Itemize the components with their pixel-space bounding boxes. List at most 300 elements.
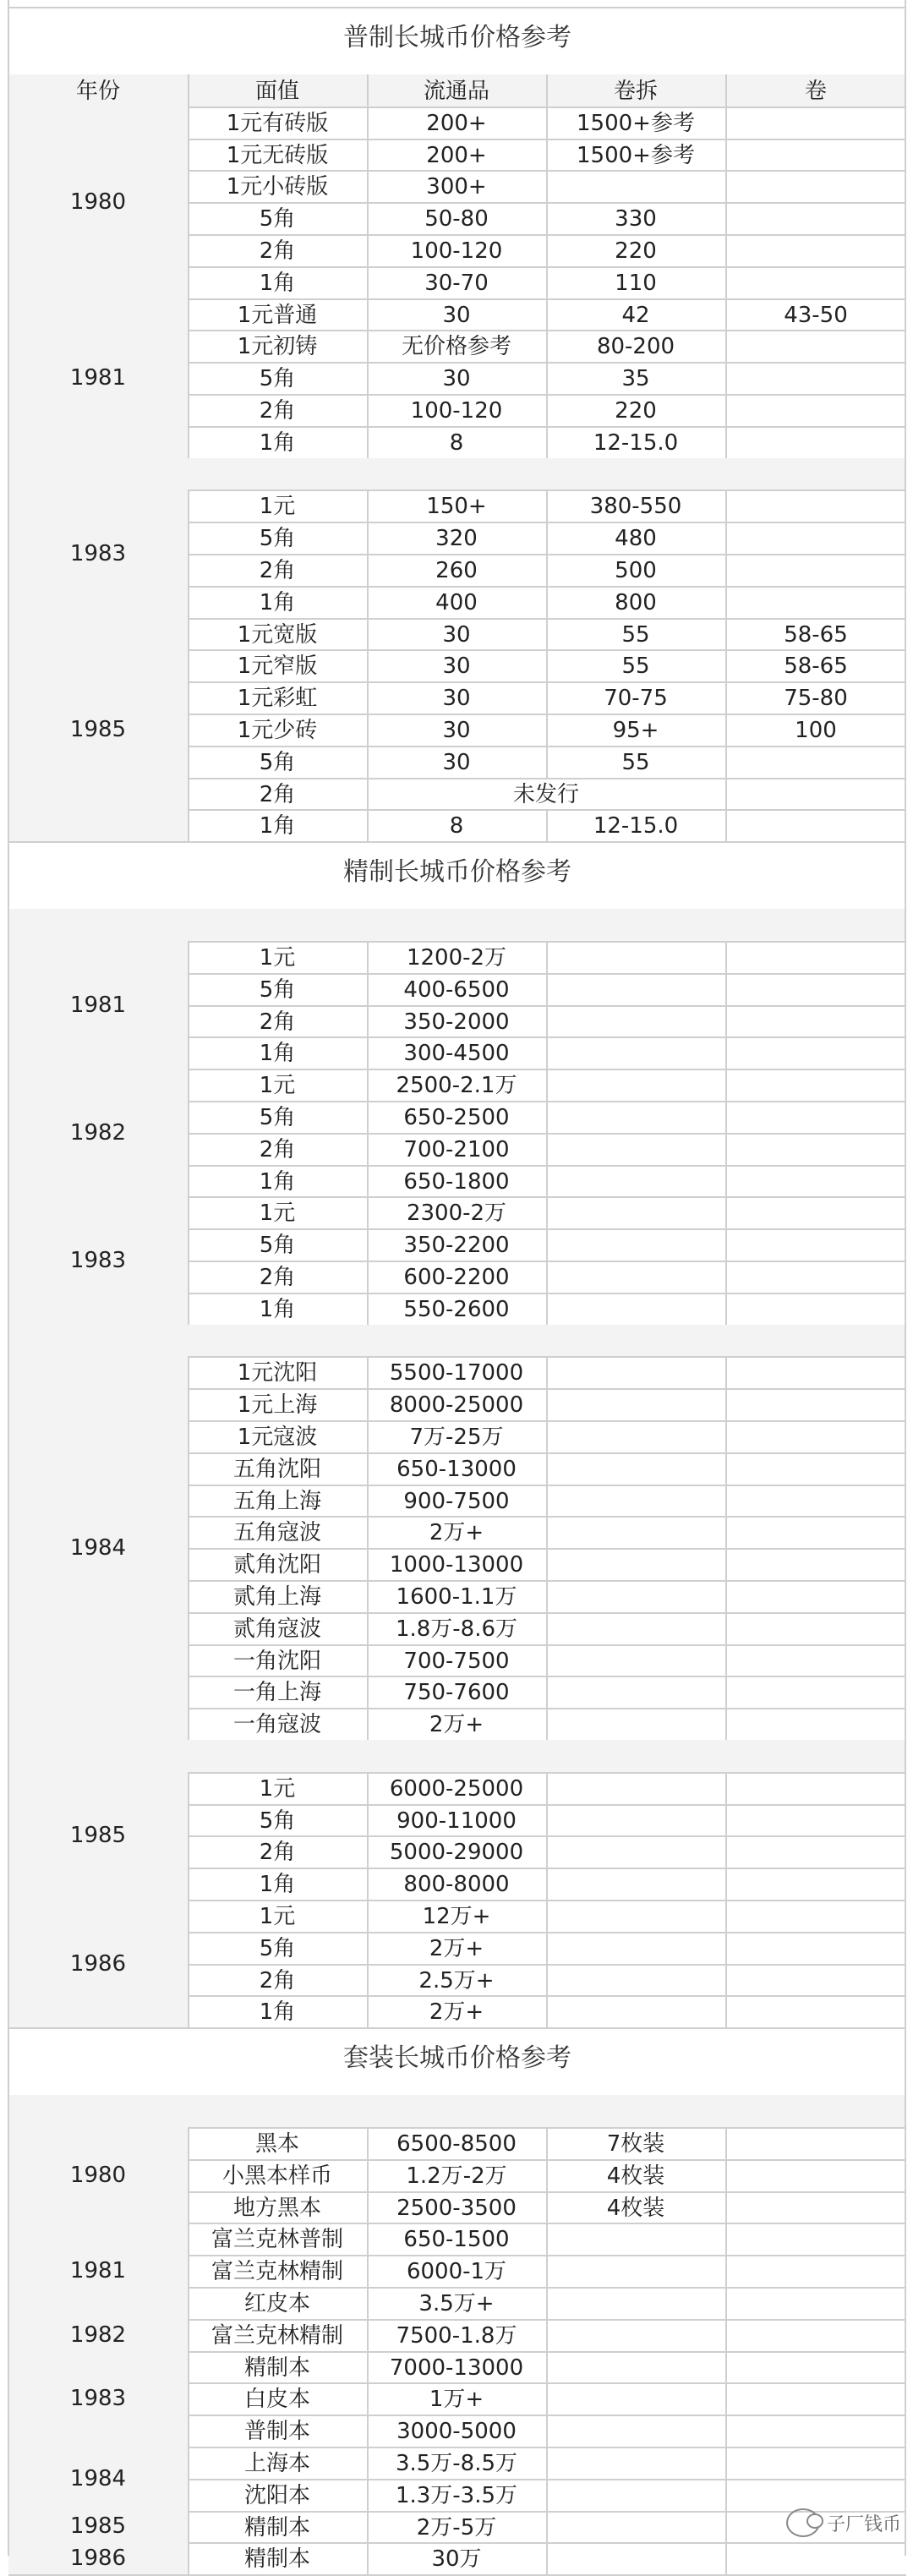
denomination-cell: 1角 — [259, 1168, 296, 1195]
column-divider — [367, 1580, 369, 1612]
year-cell: 1986 — [8, 2542, 188, 2574]
denomination-cell: 贰角寇波 — [232, 1616, 321, 1642]
column-divider — [367, 1932, 369, 1964]
denomination-cell: 1元普通 — [237, 302, 318, 328]
column-divider — [725, 2159, 727, 2191]
column-divider — [725, 489, 727, 522]
denomination-cell: 五角寇波 — [232, 1520, 321, 1546]
row-divider — [188, 778, 906, 779]
year-cell: 1981 — [8, 941, 188, 1069]
column-divider — [188, 1069, 189, 1196]
column-divider — [367, 1516, 369, 1548]
column-divider — [725, 1261, 727, 1293]
year-cell: 1981 — [8, 298, 188, 458]
column-header: 卷拆 — [613, 79, 658, 104]
column-divider — [367, 1804, 369, 1836]
circulated-price-cell: 3.5万-8.5万 — [395, 2451, 518, 2476]
column-divider — [367, 714, 369, 746]
circulated-price-cell: 6500-8500 — [396, 2131, 517, 2157]
circulated-price-cell: 300-4500 — [403, 1041, 510, 1067]
circulated-price-cell: 400-6500 — [403, 976, 510, 1003]
roll-split-price-cell: 42 — [621, 302, 650, 328]
denomination-cell: 5角 — [259, 749, 296, 775]
column-divider — [367, 649, 369, 681]
denomination-cell: 1角 — [259, 1999, 296, 2026]
column-divider — [546, 2255, 548, 2287]
section-title: 套装长城币价格参考 — [343, 2043, 571, 2074]
column-divider — [367, 362, 369, 394]
denomination-cell: 贰角上海 — [232, 1584, 321, 1610]
column-divider — [725, 2479, 727, 2511]
column-divider — [546, 2287, 548, 2319]
spacer-row — [8, 1325, 906, 1357]
column-divider — [725, 1036, 727, 1069]
column-divider — [725, 1580, 727, 1612]
column-divider — [367, 618, 369, 650]
denomination-cell: 上海本 — [243, 2451, 310, 2476]
circulated-price-cell: 7500-1.8万 — [396, 2322, 517, 2349]
column-divider — [546, 1069, 548, 1101]
column-divider — [725, 649, 727, 681]
circulated-price-cell: 30 — [442, 366, 471, 392]
column-divider — [367, 1900, 369, 1932]
roll-split-price-cell: 35 — [621, 366, 650, 392]
denomination-cell: 1角 — [259, 1872, 296, 1898]
roll-split-price-cell: 55 — [621, 749, 650, 775]
circulated-price-cell: 30-70 — [424, 270, 489, 296]
column-divider — [546, 1388, 548, 1420]
roll-split-price-cell: 12-15.0 — [593, 813, 679, 840]
column-divider — [546, 649, 548, 681]
circulated-price-cell: 100-120 — [410, 238, 503, 264]
column-divider — [367, 1644, 369, 1676]
column-divider — [546, 170, 548, 202]
column-divider — [725, 1069, 727, 1101]
column-divider — [367, 1293, 369, 1325]
column-divider — [367, 1835, 369, 1868]
roll-split-price-cell: 4枚装 — [606, 2195, 665, 2221]
denomination-cell: 1角 — [259, 813, 296, 840]
column-divider — [188, 2511, 189, 2543]
column-divider — [367, 1612, 369, 1644]
watermark — [786, 2508, 901, 2537]
column-divider — [546, 1165, 548, 1197]
circulated-price-cell: 2万+ — [429, 1520, 484, 1546]
circulated-price-cell: 350-2000 — [403, 1009, 510, 1035]
column-divider — [188, 74, 189, 107]
year-cell: 1983 — [8, 489, 188, 617]
year-cell: 1981 — [8, 2223, 188, 2318]
year-cell: 1985 — [8, 618, 188, 842]
column-divider — [367, 2351, 369, 2383]
column-divider — [725, 2447, 727, 2479]
denomination-cell: 一角沈阳 — [232, 1648, 321, 1674]
column-divider — [546, 2127, 548, 2159]
column-divider — [367, 1069, 369, 1101]
column-divider — [725, 1932, 727, 1964]
roll-price-cell: 43-50 — [784, 302, 848, 328]
column-divider — [546, 1228, 548, 1261]
denomination-cell: 1元 — [259, 1200, 296, 1227]
denomination-cell: 1角 — [259, 1041, 296, 1067]
denomination-cell: 1元初铸 — [237, 334, 318, 360]
denomination-cell: 2角 — [259, 1009, 296, 1035]
denomination-cell: 1元 — [259, 1904, 296, 1929]
column-divider — [546, 1293, 548, 1325]
column-divider — [367, 746, 369, 778]
column-divider — [725, 2191, 727, 2223]
column-divider — [188, 298, 189, 458]
circulated-price-cell: 1.3万-3.5万 — [395, 2482, 518, 2508]
circulated-price-cell: 600-2200 — [403, 1265, 510, 1290]
circulated-price-cell: 1200-2万 — [406, 945, 507, 971]
column-divider — [546, 522, 548, 554]
column-divider — [725, 234, 727, 266]
column-divider — [725, 941, 727, 973]
year-cell: 1983 — [8, 1196, 188, 1324]
column-divider — [546, 1485, 548, 1517]
column-divider — [725, 266, 727, 298]
denomination-cell: 精制本 — [243, 2354, 310, 2381]
watermark-text: 子厂钱币 — [826, 2513, 901, 2535]
column-divider — [725, 202, 727, 234]
denomination-cell: 富兰克林普制 — [210, 2227, 343, 2253]
column-divider — [546, 2191, 548, 2223]
year-cell: 1985 — [8, 1772, 188, 1900]
column-divider — [367, 2319, 369, 2351]
circulated-price-cell: 2300-2万 — [406, 1200, 507, 1227]
circulated-price-cell: 1000-13000 — [389, 1552, 524, 1578]
column-divider — [725, 1228, 727, 1261]
column-divider — [725, 1485, 727, 1517]
column-divider — [725, 554, 727, 586]
column-divider — [367, 74, 369, 107]
column-divider — [725, 1835, 727, 1868]
circulated-price-cell: 650-1500 — [403, 2227, 510, 2253]
column-divider — [546, 298, 548, 331]
denomination-cell: 2角 — [259, 238, 296, 264]
circulated-price-cell: 2万+ — [429, 1999, 484, 2026]
denomination-cell: 2角 — [259, 1840, 296, 1866]
column-divider — [367, 107, 369, 139]
column-divider — [725, 973, 727, 1005]
column-divider — [367, 1356, 369, 1388]
denomination-cell: 1元 — [259, 1073, 296, 1099]
denomination-cell: 1元 — [259, 1775, 296, 1802]
column-divider — [725, 1133, 727, 1165]
circulated-price-cell: 2万+ — [429, 1712, 484, 1738]
denomination-cell: 5角 — [259, 206, 296, 232]
column-divider — [546, 1676, 548, 1708]
column-divider — [188, 2542, 189, 2574]
column-divider — [725, 139, 727, 171]
column-divider — [367, 2479, 369, 2511]
column-divider — [367, 1772, 369, 1804]
column-divider — [725, 681, 727, 714]
denomination-cell: 5角 — [259, 1233, 296, 1259]
denomination-cell: 1元宽版 — [237, 621, 318, 648]
column-divider — [725, 2223, 727, 2255]
column-divider — [546, 554, 548, 586]
circulated-price-cell: 3000-5000 — [396, 2419, 517, 2445]
column-divider — [367, 170, 369, 202]
circulated-price-cell: 5500-17000 — [389, 1360, 524, 1386]
denomination-cell: 1角 — [259, 270, 296, 296]
column-divider — [188, 1196, 189, 1324]
column-divider — [367, 2542, 369, 2574]
column-divider — [546, 1036, 548, 1069]
column-divider — [725, 2127, 727, 2159]
column-divider — [367, 330, 369, 362]
denomination-cell: 2角 — [259, 1265, 296, 1290]
column-divider — [546, 394, 548, 426]
denomination-cell: 5角 — [259, 526, 296, 552]
column-divider — [367, 554, 369, 586]
circulated-price-cell: 2万+ — [429, 1935, 484, 1961]
column-divider — [367, 426, 369, 458]
column-divider — [725, 1772, 727, 1804]
column-divider — [367, 941, 369, 973]
column-divider — [367, 1548, 369, 1580]
denomination-cell: 小黑本样币 — [221, 2163, 332, 2189]
column-divider — [188, 489, 189, 617]
roll-split-price-cell: 480 — [615, 526, 657, 552]
column-divider — [546, 1932, 548, 1964]
circulated-price-cell: 200+ — [426, 142, 487, 168]
column-divider — [367, 2223, 369, 2255]
circulated-price-cell: 650-1800 — [403, 1168, 510, 1195]
denomination-cell: 2角 — [259, 781, 296, 807]
column-divider — [725, 394, 727, 426]
column-divider — [725, 1452, 727, 1485]
year-cell: 1983 — [8, 2351, 188, 2447]
column-divider — [725, 1101, 727, 1133]
column-divider — [367, 2415, 369, 2447]
column-divider — [546, 202, 548, 234]
column-divider — [546, 973, 548, 1005]
section-title: 精制长城币价格参考 — [343, 857, 571, 888]
circulated-price-cell: 320 — [435, 526, 478, 552]
column-divider — [546, 1644, 548, 1676]
denomination-cell: 1角 — [259, 1296, 296, 1322]
column-divider — [546, 2319, 548, 2351]
column-divider — [188, 1900, 189, 2027]
column-divider — [725, 426, 727, 458]
column-divider — [546, 2159, 548, 2191]
column-divider — [367, 1420, 369, 1452]
column-divider — [546, 1005, 548, 1037]
roll-split-price-cell: 220 — [615, 398, 657, 424]
column-divider — [546, 941, 548, 973]
denomination-cell: 精制本 — [243, 2546, 310, 2573]
denomination-cell: 一角上海 — [232, 1680, 321, 1706]
denomination-cell: 2角 — [259, 398, 296, 424]
column-divider — [546, 1612, 548, 1644]
column-divider — [367, 778, 369, 810]
spacer-row — [8, 458, 906, 490]
circulated-price-cell: 100-120 — [410, 398, 503, 424]
circulated-price-cell: 550-2600 — [403, 1296, 510, 1322]
column-divider — [546, 2382, 548, 2415]
denomination-cell: 白皮本 — [243, 2387, 310, 2413]
column-divider — [546, 1772, 548, 1804]
denomination-cell: 1元沈阳 — [237, 1360, 318, 1386]
column-divider — [546, 74, 548, 107]
roll-price-cell: 58-65 — [784, 621, 848, 648]
column-divider — [725, 74, 727, 107]
column-divider — [725, 362, 727, 394]
column-divider — [546, 1133, 548, 1165]
roll-split-price-cell: 1500+参考 — [577, 110, 695, 136]
denomination-cell: 1元小砖版 — [226, 174, 329, 200]
column-divider — [546, 139, 548, 171]
year-cell: 1982 — [8, 1069, 188, 1196]
column-divider — [188, 1356, 189, 1740]
column-divider — [725, 2319, 727, 2351]
denomination-cell: 五角上海 — [232, 1488, 321, 1514]
roll-split-price-cell: 4枚装 — [606, 2163, 665, 2189]
column-divider — [725, 2511, 727, 2543]
row-divider — [8, 2027, 906, 2029]
column-divider — [188, 618, 189, 842]
column-divider — [188, 2351, 189, 2447]
section-title: 普制长城币价格参考 — [343, 23, 571, 52]
column-divider — [367, 809, 369, 841]
column-divider — [546, 1900, 548, 1932]
column-divider — [367, 522, 369, 554]
column-divider — [725, 1388, 727, 1420]
denomination-cell: 红皮本 — [243, 2291, 310, 2316]
circulated-price-cell: 2.5万+ — [418, 1967, 495, 1994]
column-divider — [546, 1580, 548, 1612]
column-divider — [546, 489, 548, 522]
roll-split-price-cell: 95+ — [612, 718, 659, 743]
roll-split-price-cell: 110 — [615, 270, 657, 296]
denomination-cell: 1元窄版 — [237, 654, 318, 680]
circulated-price-cell: 2万-5万 — [416, 2514, 497, 2540]
circulated-price-cell: 5000-29000 — [389, 1840, 524, 1866]
circulated-price-cell: 650-2500 — [403, 1105, 510, 1130]
roll-split-price-cell: 80-200 — [596, 334, 675, 360]
row-divider — [8, 7, 906, 8]
denomination-cell: 5角 — [259, 976, 296, 1003]
denomination-cell: 5角 — [259, 1935, 296, 1961]
denomination-cell: 富兰克林精制 — [210, 2259, 343, 2285]
roll-split-price-cell: 1500+参考 — [577, 142, 695, 168]
denomination-cell: 富兰克林精制 — [210, 2322, 343, 2349]
circulated-price-cell: 2500-2.1万 — [396, 1073, 517, 1099]
roll-split-price-cell: 500 — [615, 558, 657, 583]
column-divider — [367, 2159, 369, 2191]
column-divider — [367, 1868, 369, 1900]
denomination-cell: 地方黑本 — [232, 2195, 321, 2221]
column-divider — [546, 1835, 548, 1868]
column-divider — [367, 681, 369, 714]
column-divider — [725, 1165, 727, 1197]
circulated-price-cell: 8 — [449, 429, 464, 456]
denomination-cell: 黑本 — [254, 2131, 299, 2157]
column-divider — [725, 1676, 727, 1708]
column-divider — [367, 2255, 369, 2287]
column-divider — [546, 266, 548, 298]
circulated-price-cell: 1.8万-8.6万 — [395, 1616, 518, 1642]
column-divider — [725, 2415, 727, 2447]
column-divider — [725, 2382, 727, 2415]
circulated-price-cell: 30 — [442, 718, 471, 743]
circulated-price-cell: 260 — [435, 558, 478, 583]
column-divider — [367, 1708, 369, 1740]
denomination-cell: 5角 — [259, 1105, 296, 1130]
column-header: 年份 — [75, 79, 120, 104]
circulated-price-cell: 400 — [435, 589, 478, 615]
roll-split-price-cell: 70-75 — [604, 686, 668, 712]
spacer-row — [8, 1740, 906, 1772]
column-divider — [725, 1420, 727, 1452]
column-divider — [725, 586, 727, 618]
circulated-price-cell: 无价格参考 — [401, 334, 511, 360]
column-divider — [725, 809, 727, 841]
column-divider — [725, 1005, 727, 1037]
column-divider — [188, 2127, 189, 2223]
spacer-row — [8, 2095, 906, 2127]
spacer-row — [8, 909, 906, 941]
denomination-cell: 沈阳本 — [243, 2482, 310, 2508]
circulated-price-cell: 30万 — [431, 2546, 482, 2573]
column-divider — [546, 681, 548, 714]
column-divider — [546, 1804, 548, 1836]
roll-price-cell: 75-80 — [784, 686, 848, 712]
year-cell: 1982 — [8, 2319, 188, 2351]
column-divider — [546, 746, 548, 778]
column-divider — [546, 1995, 548, 2027]
column-divider — [188, 2447, 189, 2511]
column-divider — [725, 1516, 727, 1548]
column-divider — [725, 2351, 727, 2383]
circulated-price-cell: 8 — [449, 813, 464, 840]
circulated-price-cell: 30 — [442, 621, 471, 648]
denomination-cell: 1元 — [259, 945, 296, 971]
column-divider — [546, 1708, 548, 1740]
column-divider — [367, 1995, 369, 2027]
column-divider — [725, 170, 727, 202]
column-divider — [725, 1868, 727, 1900]
column-divider — [367, 1133, 369, 1165]
circulated-price-cell: 650-13000 — [396, 1456, 517, 1482]
circulated-price-cell: 50-80 — [424, 206, 489, 232]
roll-split-price-cell: 330 — [615, 206, 657, 232]
column-divider — [367, 298, 369, 331]
circulated-price-cell: 8000-25000 — [389, 1392, 524, 1419]
column-divider — [546, 1420, 548, 1452]
column-divider — [546, 1101, 548, 1133]
column-divider — [546, 1452, 548, 1485]
circulated-price-cell: 1.2万-2万 — [406, 2163, 507, 2189]
roll-price-cell: 100 — [795, 718, 837, 743]
column-divider — [367, 202, 369, 234]
circulated-price-cell: 900-7500 — [403, 1488, 510, 1514]
column-divider — [546, 714, 548, 746]
denomination-cell: 1元寇波 — [237, 1425, 318, 1450]
circulated-price-cell: 750-7600 — [403, 1680, 510, 1706]
column-divider — [546, 426, 548, 458]
circulated-price-cell: 200+ — [426, 110, 487, 136]
column-divider — [546, 2351, 548, 2383]
column-divider — [546, 330, 548, 362]
denomination-cell: 1角 — [259, 429, 296, 456]
column-divider — [725, 298, 727, 331]
column-divider — [725, 1900, 727, 1932]
circulated-price-cell: 2500-3500 — [396, 2195, 517, 2221]
